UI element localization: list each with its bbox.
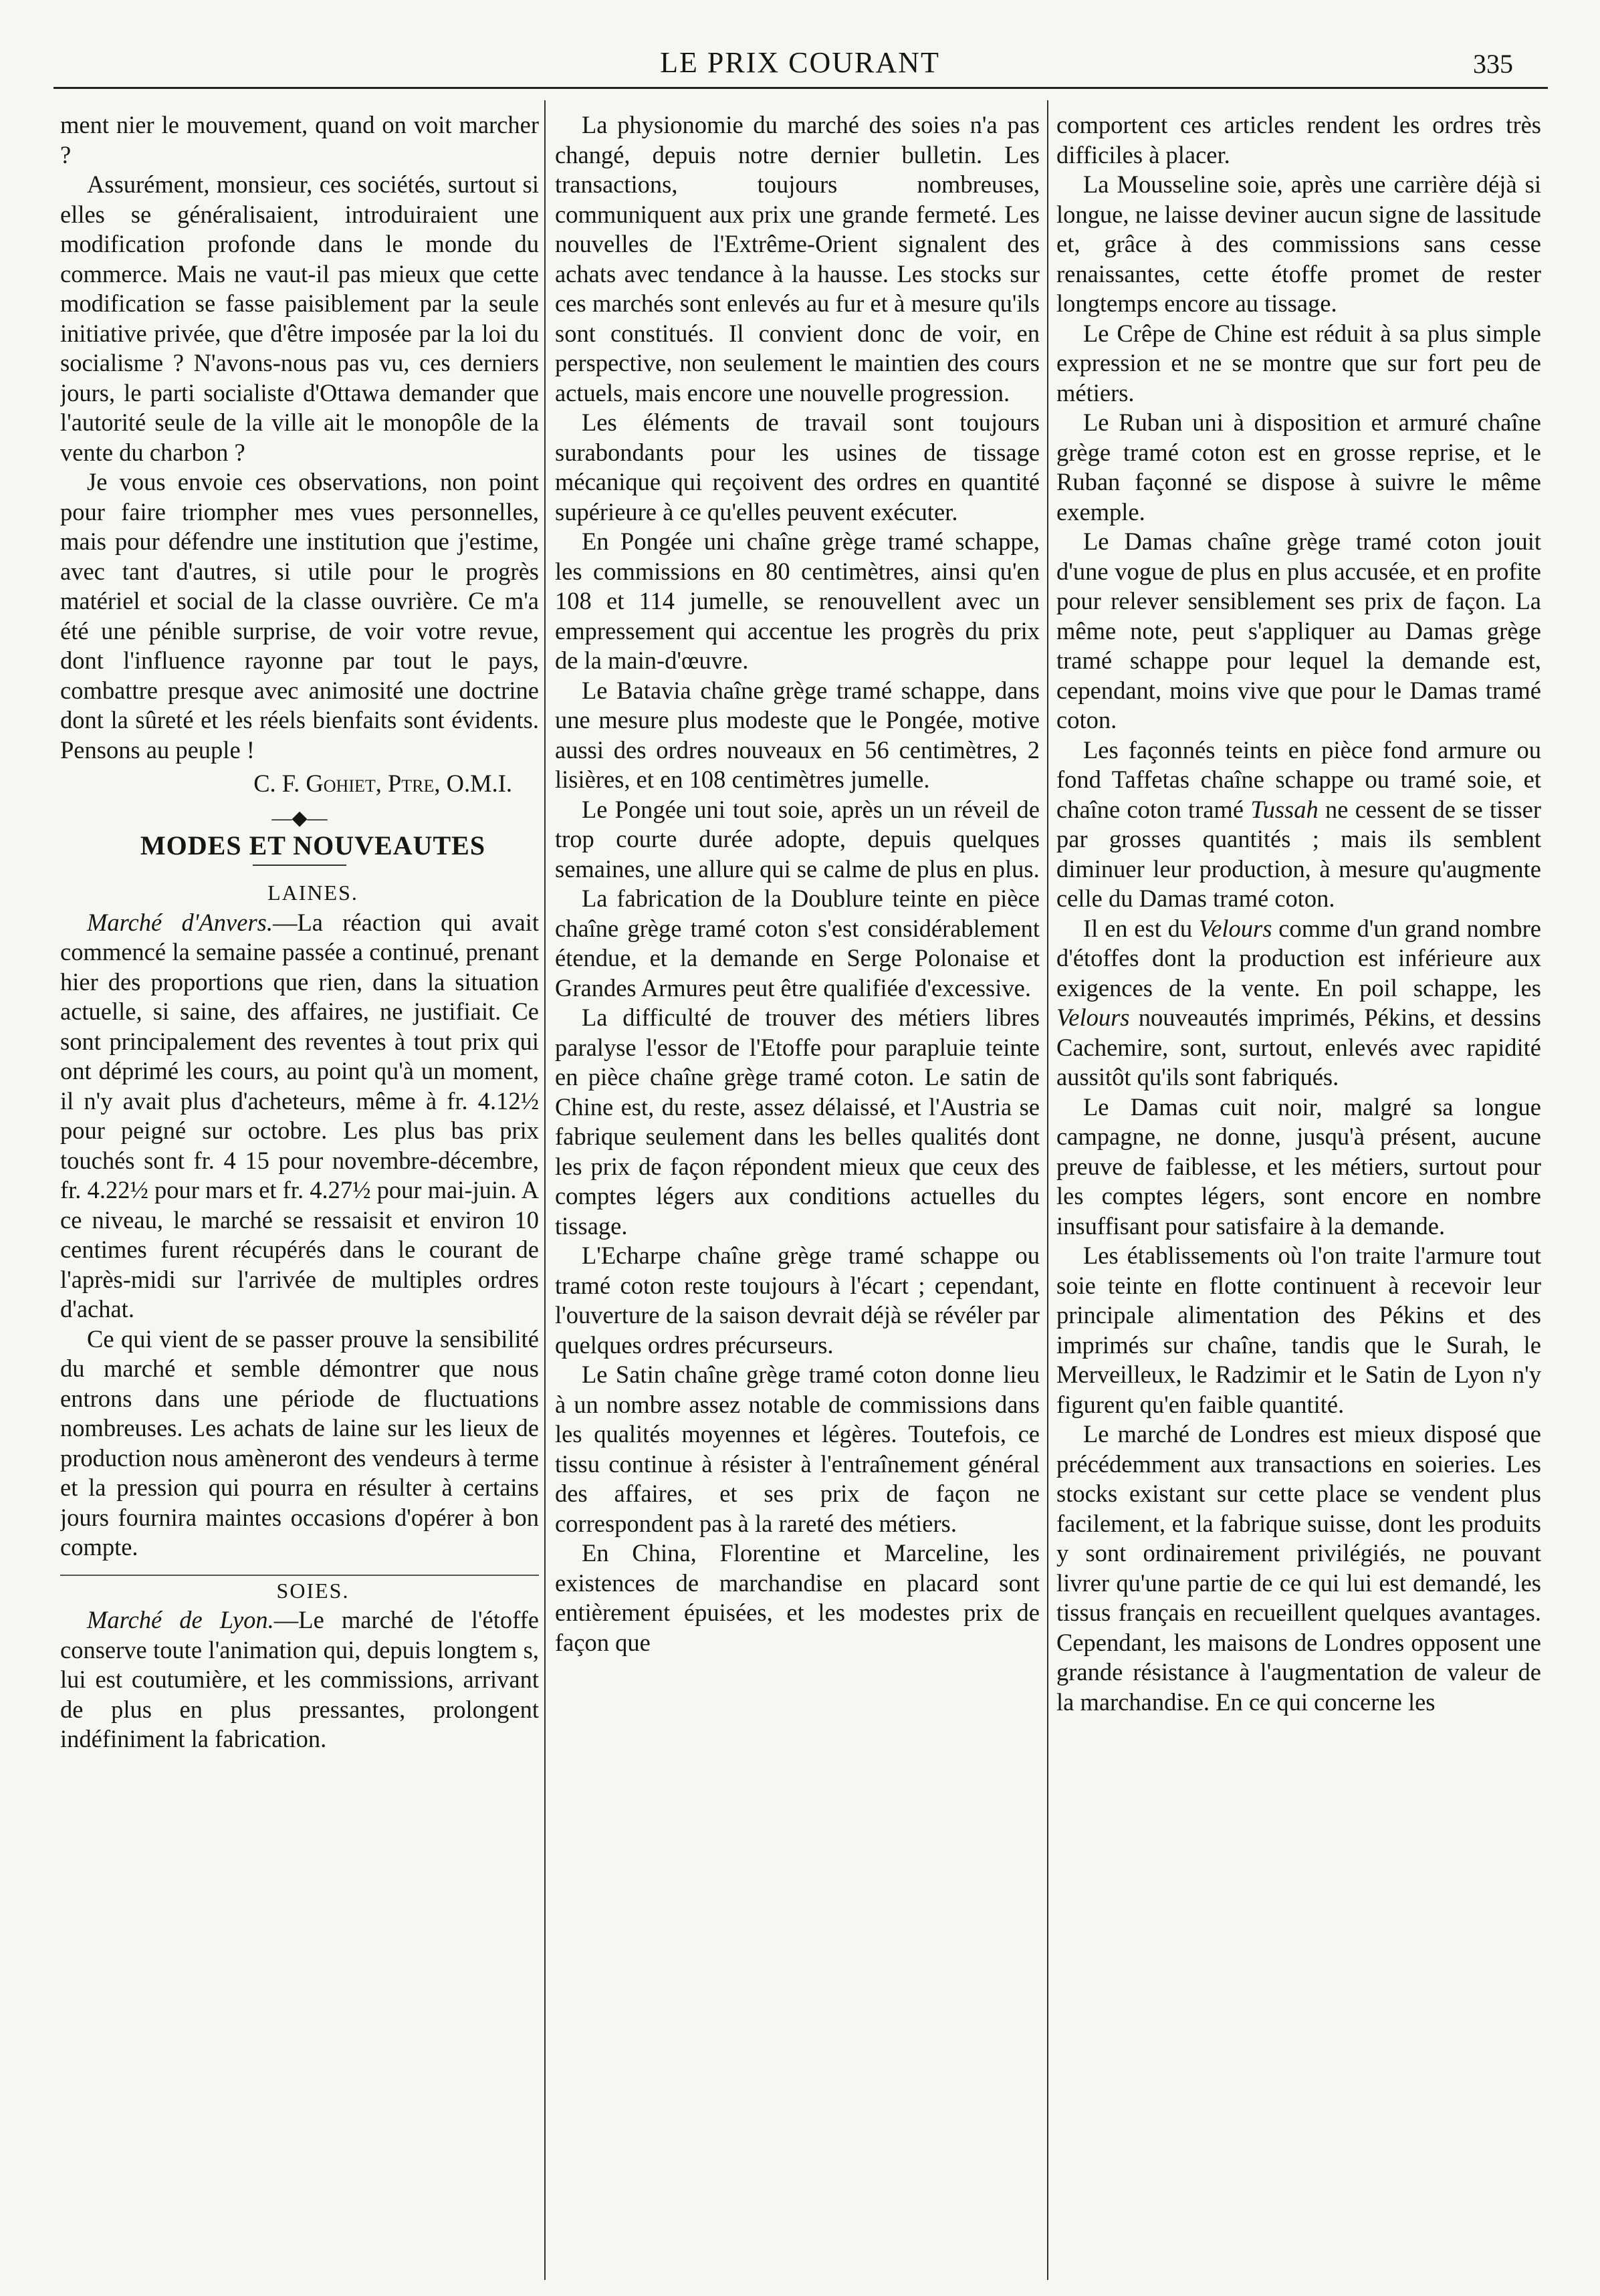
market-name: Marché de Lyon.: [87, 1606, 274, 1633]
paragraph: Je vous envoie ces observations, non point pour faire triompher mes vues personnelles, mais pour défendre une institution que j'estime, avec tant d'autres, si utile pour le progrès matériel et social de la classe ouvrière. Ce m'a été une pénible surprise, de voir votre revue, dont l'influence rayonne par tout le pays, combattre presque avec animosité une doctrine dont la sûreté et les réels bienfaits sont évidents. Pensons au peuple !: [60, 468, 539, 764]
paragraph-text: ne cessent de se tisser par grosses quantités ; mais ils semblent diminuer leur production, à mesure qu'augmente celle du Damas tramé coton.: [1056, 795, 1541, 912]
paragraph: Le Satin chaîne grège tramé coton donne lieu à un nombre assez notable de commissions dans les qualités moyennes et légères. Toutefois, ce tissu continue à résister à l'entraînement général des affaires, et ses prix de façon ne correspondent pas à la rareté des métiers.: [555, 1361, 1040, 1537]
paragraph: comportent ces articles rendent les ordres très difficiles à placer.: [1056, 111, 1541, 168]
paragraph: Le Batavia chaîne grège tramé schappe, dans une mesure plus modeste que le Pongée, motive aussi des ordres nouveaux en 56 centimètres, 2 lisières, et en 108 centimètres jumelle.: [555, 676, 1040, 793]
paragraph: En China, Florentine et Marceline, les existences de marchandise en placard sont entièrement épuisées, et les modestes prix de façon que: [555, 1539, 1040, 1656]
subsection-heading-soies: SOIES.: [276, 1578, 350, 1603]
paragraph: En Pongée uni chaîne grège tramé schappe, les commissions en 80 centimètres, ainsi qu'en 108 et 114 jumelle, se renouvellent avec un empressement qui accentue les progrès du prix de la main-d'œuvre.: [555, 528, 1040, 674]
running-title: LE PRIX COURANT: [660, 46, 940, 79]
paragraph: Le Ruban uni à disposition et armuré chaîne grège tramé coton est en grosse reprise, et le Ruban façonné se dispose à suivre le même exemple.: [1056, 409, 1541, 526]
paragraph-text: comme d'un grand nombre d'étoffes dont la production est inférieure aux exigences de la vente. En poil schappe, les: [1056, 914, 1541, 1002]
section-title: MODES ET NOUVEAUTES: [140, 830, 486, 860]
paragraph-velours: [1056, 914, 1541, 1093]
paragraph: Le Pongée uni tout soie, après un un réveil de trop courte durée adopte, depuis quelques semaines, une allure qui se calme de plus en plus.: [555, 795, 1040, 883]
column-divider: [544, 100, 546, 2280]
paragraph: La fabrication de la Doublure teinte en pièce chaîne grège tramé coton s'est considérablement étendue, et la demande en Serge Polonaise et Grandes Armures peut être qualifiée d'excessive.: [555, 885, 1040, 1002]
paragraph: Assurément, monsieur, ces sociétés, surtout si elles se généralisaient, introduiraient une modification profonde dans le monde du commerce. Mais ne vaut-il pas mieux que cette modification se fasse paisiblement par la seule initiative privée, que d'être imposée par la loi du socialisme ? N'avons-nous pas vu, ces derniers jours, le parti socialiste d'Ottawa demander que l'autorité seule de la ville ait le monopôle de la vente du charbon ?: [60, 170, 539, 466]
paragraph: La Mousseline soie, après une carrière déjà si longue, ne laisse deviner aucun signe de lassitude et, grâce à des commissions sans cesse renaissantes, cette étoffe promet de rester longtemps encore au tissage.: [1056, 170, 1541, 317]
paragraph-text: nouveautés imprimés, Pékins, et dessins Cachemire, sont, surtout, enlevés avec rapidité aussitôt qu'ils sont fabriqués.: [1056, 1004, 1541, 1090]
paragraph: Ce qui vient de se passer prouve la sensibilité du marché et semble démontrer que nous entrons dans une période de fluctuations nombreuses. Les achats de laine sur les lieux de production nous amèneront des vendeurs à terme et la pression qui pourra en résulter à certains jours fournira maintes occasions d'opérer à bon compte.: [60, 1325, 539, 1561]
paragraph: Les éléments de travail sont toujours surabondants pour les usines de tissage mécanique qui reçoivent des ordres en quantité supérieure à ce qu'elles peuvent exécuter.: [555, 409, 1040, 526]
column-2: [555, 110, 1040, 2270]
fabric-name: Velours: [1198, 914, 1272, 942]
column-1: [60, 110, 539, 2270]
fabric-name: Velours: [1056, 1004, 1130, 1031]
paragraph-lyon: [60, 1605, 539, 1754]
page-header: [0, 39, 1600, 86]
paragraph: Le Crêpe de Chine est réduit à sa plus simple expression et ne se montre que sur fort peu de métiers.: [1056, 319, 1541, 407]
paragraph: L'Echarpe chaîne grège tramé schappe ou tramé coton reste toujours à l'écart ; cependant, l'ouverture de la saison devrait déjà se révéler par quelques ordres précurseurs.: [555, 1242, 1040, 1359]
header-rule: [53, 87, 1548, 89]
paragraph: ment nier le mouvement, quand on voit marcher ?: [60, 111, 539, 168]
paragraph-anvers: [60, 908, 539, 1325]
paragraph-text: Les façonnés teints en pièce fond armure ou fond Taffetas chaîne schappe ou tramé soie, et chaîne coton tramé: [1056, 735, 1541, 823]
paragraph-faconnes: [1056, 735, 1541, 914]
paragraph-text: —La réaction qui avait commencé la semaine passée a continué, prenant hier des proportions que rien, dans la situation actuelle, si saine, des affaires, ne justifiait. Ce sont principalement des reventes à tout prix qui ont déprimé les cours, au point qu'à un moment, il n'y avait plus d'acheteurs, même à fr. 4.12½ pour peigné sur octobre. Les plus bas prix touchés sont fr. 4 15 pour novembre-décembre, fr. 4.22½ pour mars et fr. 4.27½ pour mai-juin. A ce niveau, le marché se ressaisit et environ 10 centimes furent récupérés dans le courant de l'après-midi sur l'arrivée de multiples ordres d'achat.: [60, 908, 539, 1323]
paragraph-text: Il en est du: [1083, 914, 1199, 942]
column-divider: [1047, 100, 1048, 2280]
paragraph: La difficulté de trouver des métiers libres paralyse l'essor de l'Etoffe pour parapluie teinte en pièce chaîne grège tramé coton. Le satin de Chine est, du reste, assez délaissé, et l'Austria se fabrique seulement dans les belles qualités dont les prix de façon répondent mieux que ceux des comptes légers aux conditions actuelles du tissage.: [555, 1004, 1040, 1240]
page-number: 335: [1473, 49, 1513, 79]
paragraph-text: —Le marché de l'étoffe conserve toute l'animation qui, depuis longtem s, lui est coutumière, et les commissions, arrivant de plus en plus pressantes, prolongent indéfiniment la fabrication.: [60, 1606, 539, 1752]
paragraph: Les établissements où l'on traite l'armure tout soie teinte en flotte continuent à recevoir leur principale alimentation des Pékins et des imprimés sur chaîne, tandis que le Surah, le Merveilleux, le Radzimir et le Satin de Lyon n'y figurent qu'en faible quantité.: [1056, 1242, 1541, 1418]
market-name: Marché d'Anvers.: [87, 908, 273, 936]
paragraph: La physionomie du marché des soies n'a pas changé, depuis notre dernier bulletin. Les transactions, toujours nombreuses, communiquent aux prix une grande fermeté. Les nouvelles de l'Extrême-Orient signalent des achats avec tendance à la hausse. Les stocks sur ces marchés sont enlevés au fur et à mesure qu'ils sont constitués. Il convient donc de voir, en perspective, non seulement le maintien des cours actuels, mais encore une nouvelle progression.: [555, 111, 1040, 407]
paragraph: Le marché de Londres est mieux disposé que précédemment aux transactions en soieries. Les stocks existant sur cette place se vendent plus facilement, et la fabrique suisse, dont les produits y sont ordinairement privilégiés, ne pouvant livrer qu'une partie de ce qui lui est demandé, les tissus français en recueillent quelques avantages. Cependant, les maisons de Londres opposent une grande résistance à l'augmentation de valeur de la marchandise. En ce qui concerne les: [1056, 1420, 1541, 1716]
ornament-icon: —◆—: [271, 806, 328, 829]
subsection-heading-laines: LAINES.: [267, 881, 358, 905]
fabric-name: Tussah: [1250, 795, 1319, 823]
title-rule: [253, 865, 346, 866]
paragraph: Le Damas chaîne grège tramé coton jouit d'une vogue de plus en plus accusée, et en profite pour relever sensiblement ses prix de façon. La même note, peut s'appliquer au Damas grège tramé schappe pour lequel la demande est, cependant, moins vive que pour le Damas tramé coton.: [1056, 528, 1541, 733]
author-signature: C. F. Gohiet, Ptre, O.M.I.: [253, 770, 512, 797]
paragraph: Le Damas cuit noir, malgré sa longue campagne, ne donne, jusqu'à présent, aucune preuve de faiblesse, et les métiers, surtout pour les comptes légers, sont encore en nombre insuffisant pour satisfaire à la demande.: [1056, 1093, 1541, 1240]
column-3: [1056, 110, 1541, 2270]
